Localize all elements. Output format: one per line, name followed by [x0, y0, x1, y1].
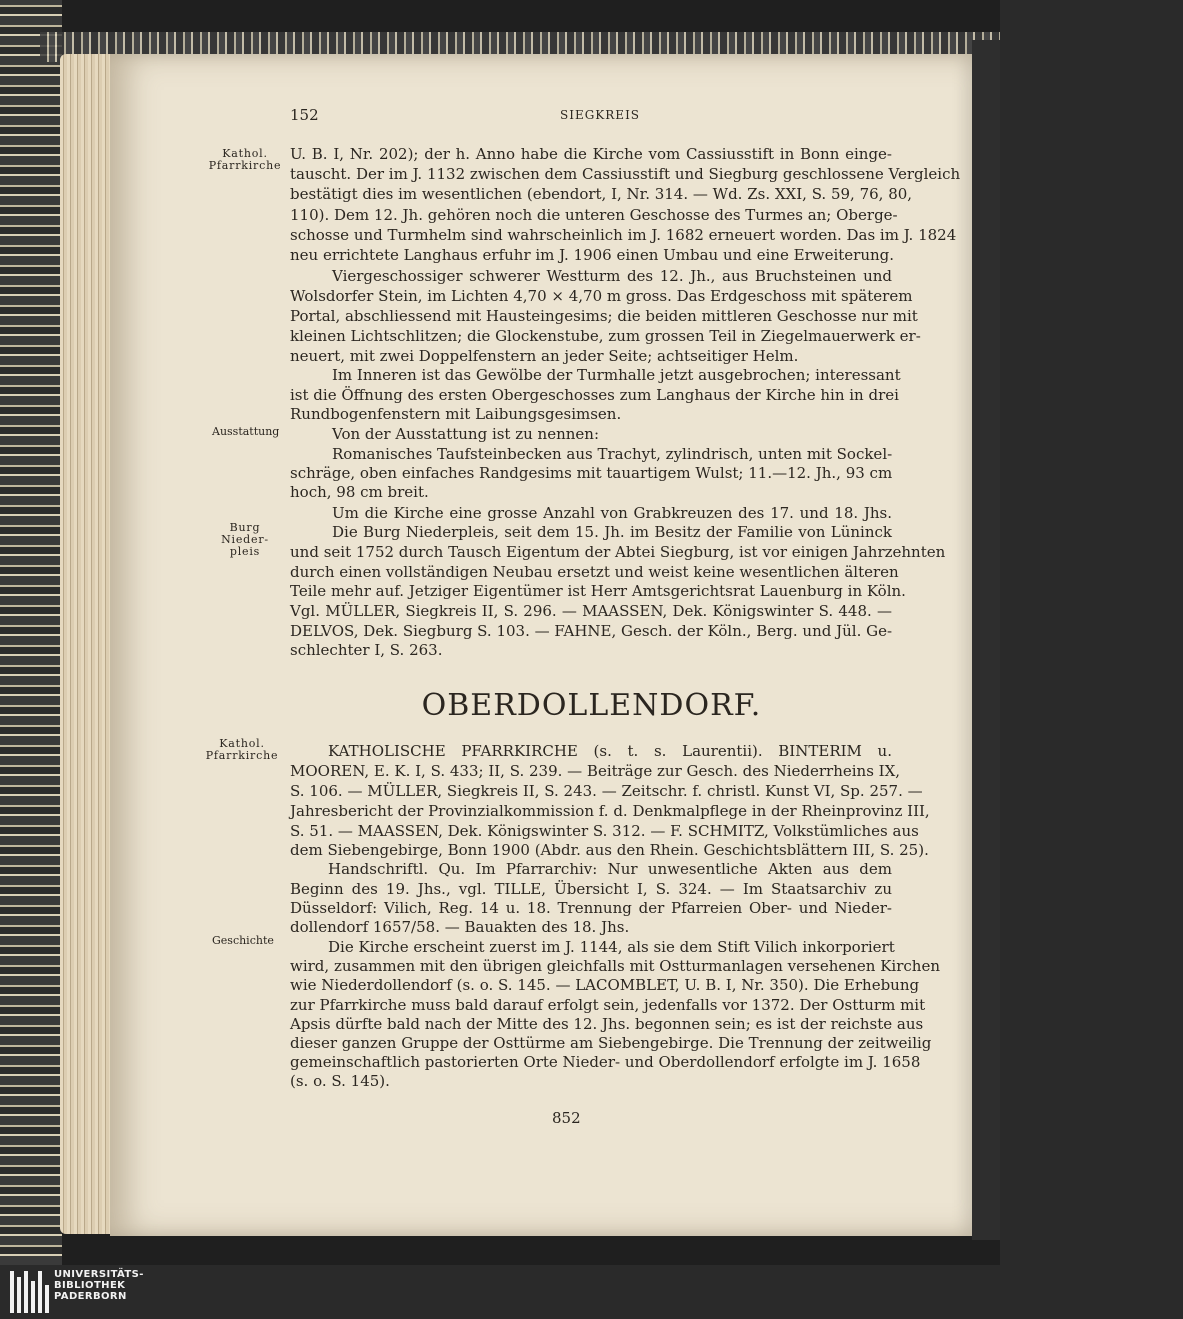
text-line: neuert, mit zwei Doppelfenstern an jeder Seite; achtseitiger Helm. — [290, 347, 799, 365]
text-line: Rundbogenfenstern mit Laibungsgesimsen. — [290, 405, 622, 423]
margin-note-ausstattung — [212, 426, 279, 438]
text-line: ist die Öffnung des ersten Obergeschosses zum Langhaus der Kirche hin in drei — [290, 386, 899, 404]
text-line: hoch, 98 cm breit. — [290, 483, 429, 501]
text-line: bestätigt dies im wesentlichen (ebendort, I, Nr. 314. — Wd. Zs. XXI, S. 59, 76, 80, — [290, 185, 913, 203]
library-name-line: PADERBORN — [54, 1291, 127, 1302]
margin-note-geschichte — [212, 935, 274, 947]
text-line: schosse und Turmhelm sind wahrscheinlich im J. 1682 erneuert worden. Das im J. 1824 — [290, 226, 957, 244]
margin-note-kathol-1 — [200, 148, 290, 172]
text-line: 110). Dem 12. Jh. gehören noch die unteren Geschosse des Turmes an; Oberge- — [290, 206, 898, 224]
section-heading: OBERDOLLENDORF. — [421, 688, 762, 723]
sheet-signature: 852 — [552, 1109, 581, 1127]
text-line: und seit 1752 durch Tausch Eigentum der Abtei Siegburg, ist vor einigen Jahrzehnten — [290, 543, 946, 561]
text-line: Portal, abschliessend mit Hausteingesims; die beiden mittleren Geschosse nur mit — [290, 307, 918, 325]
text-line: dem Siebengebirge, Bonn 1900 (Abdr. aus den Rhein. Geschichtsblättern III, S. 25). — [290, 841, 929, 859]
margin-note-kathol-2 — [197, 738, 287, 762]
text-line: kleinen Lichtschlitzen; die Glockenstube, zum grossen Teil in Ziegelmauerwerk er- — [290, 327, 921, 345]
text-line: Im Inneren ist das Gewölbe der Turmhalle jetzt ausgebrochen; interessant — [332, 366, 901, 384]
text-line: Düsseldorf: Vilich, Reg. 14 u. 18. Trennung der Pfarreien Ober- und Nieder- — [290, 899, 892, 917]
margin-note-burg — [210, 522, 280, 558]
library-logo-icon — [10, 1271, 50, 1313]
text-line: schlechter I, S. 263. — [290, 641, 443, 659]
text-line: Jahresbericht der Provinzialkommission f. d. Denkmalpflege in der Rheinprovinz III, — [290, 802, 930, 820]
text-line: Wolsdorfer Stein, im Lichten 4,70 × 4,70 m gross. Das Erdgeschoss mit späterem — [290, 287, 913, 305]
text-line: MOOREN, E. K. I, S. 433; II, S. 239. — Beiträge zur Gesch. des Niederrheins IX, — [290, 762, 901, 780]
text-line: Um die Kirche eine grosse Anzahl von Grabkreuzen des 17. und 18. Jhs. — [332, 504, 892, 522]
margin-note-line: Kathol. — [222, 147, 268, 160]
text-line: KATHOLISCHE PFARRKIRCHE (s. t. s. Laurentii). BINTERIM u. — [328, 742, 892, 760]
margin-note-line: Pfarrkirche — [208, 159, 282, 172]
text-line: S. 106. — MÜLLER, Siegkreis II, S. 243. — Zeitschr. f. christl. Kunst VI, Sp. 257. — — [290, 782, 923, 800]
text-line: zur Pfarrkirche muss bald darauf erfolgt sein, jedenfalls vor 1372. Der Ostturm mit — [290, 996, 926, 1014]
margin-note-line: Kathol. — [219, 737, 265, 750]
text-line: Viergeschossiger schwerer Westturm des 12. Jh., aus Bruchsteinen und — [332, 267, 892, 285]
text-line: Romanisches Taufsteinbecken aus Trachyt, zylindrisch, unten mit Sockel- — [332, 445, 893, 463]
book-cover-edge — [0, 0, 62, 1265]
margin-note-line: Nieder- — [221, 533, 269, 546]
text-line: tauscht. Der im J. 1132 zwischen dem Cassiusstift und Siegburg geschlossene Vergleich — [290, 165, 961, 183]
page-number: 152 — [290, 106, 319, 124]
margin-note-line: Ausstattung — [212, 425, 280, 438]
text-line: (s. o. S. 145). — [290, 1072, 390, 1090]
text-line: DELVOS, Dek. Siegburg S. 103. — FAHNE, Gesch. der Köln., Berg. und Jül. Ge- — [290, 622, 893, 640]
text-line: wie Niederdollendorf (s. o. S. 145. — LACOMBLET, U. B. I, Nr. 350). Die Erhebung — [290, 976, 920, 994]
text-line: Handschriftl. Qu. Im Pfarrarchiv: Nur unwesentliche Akten aus dem — [328, 860, 892, 878]
margin-note-line: Burg — [229, 521, 261, 534]
text-line: Von der Ausstattung ist zu nennen: — [332, 425, 600, 443]
text-line: S. 51. — MAASSEN, Dek. Königswinter S. 312. — F. SCHMITZ, Volkstümliches aus — [290, 822, 919, 840]
text-line: Beginn des 19. Jhs., vgl. TILLE, Übersicht I, S. 324. — Im Staatsarchiv zu — [290, 880, 892, 898]
text-line: Vgl. MÜLLER, Siegkreis II, S. 296. — MAASSEN, Dek. Königswinter S. 448. — — [290, 602, 892, 620]
text-line: neu errichtete Langhaus erfuhr im J. 1906 einen Umbau und eine Erweiterung. — [290, 246, 895, 264]
text-line: wird, zusammen mit den übrigen gleichfalls mit Ostturmanlagen versehenen Kirchen — [290, 957, 941, 975]
text-line: U. B. I, Nr. 202); der h. Anno habe die Kirche vom Cassiusstift in Bonn einge- — [290, 145, 892, 163]
text-line: schräge, oben einfaches Randgesims mit tauartigem Wulst; 11.—12. Jh., 93 cm — [290, 464, 893, 482]
text-line: durch einen vollständigen Neubau ersetzt und weist keine wesentlichen älteren — [290, 563, 899, 581]
text-line: Teile mehr auf. Jetziger Eigentümer ist Herr Amtsgerichtsrat Lauenburg in Köln. — [290, 582, 906, 600]
running-title: SIEGKREIS — [560, 108, 641, 122]
text-line: Die Burg Niederpleis, seit dem 15. Jh. im Besitz der Familie von Lüninck — [332, 523, 892, 541]
text-line: Apsis dürfte bald nach der Mitte des 12. Jhs. begonnen sein; es ist der reichste aus — [290, 1015, 924, 1033]
text-line: dieser ganzen Gruppe der Osttürme am Siebengebirge. Die Trennung der zeitweilig — [290, 1034, 932, 1052]
text-line: gemeinschaftlich pastorierten Orte Nieder- und Oberdollendorf erfolgte im J. 1658 — [290, 1053, 921, 1071]
library-name-line: UNIVERSITÄTS- — [54, 1269, 144, 1280]
library-name — [54, 1269, 144, 1302]
scan-background — [972, 40, 1000, 1240]
margin-note-line: Geschichte — [212, 934, 274, 947]
library-banner — [0, 1265, 1000, 1319]
text-line: Die Kirche erscheint zuerst im J. 1144, als sie dem Stift Vilich inkorporiert — [328, 938, 895, 956]
margin-note-line: Pfarrkirche — [205, 749, 279, 762]
library-name-line: BIBLIOTHEK — [54, 1280, 126, 1291]
text-line: dollendorf 1657/58. — Bauakten des 18. Jhs. — [290, 918, 630, 936]
margin-note-line: pleis — [229, 545, 261, 558]
